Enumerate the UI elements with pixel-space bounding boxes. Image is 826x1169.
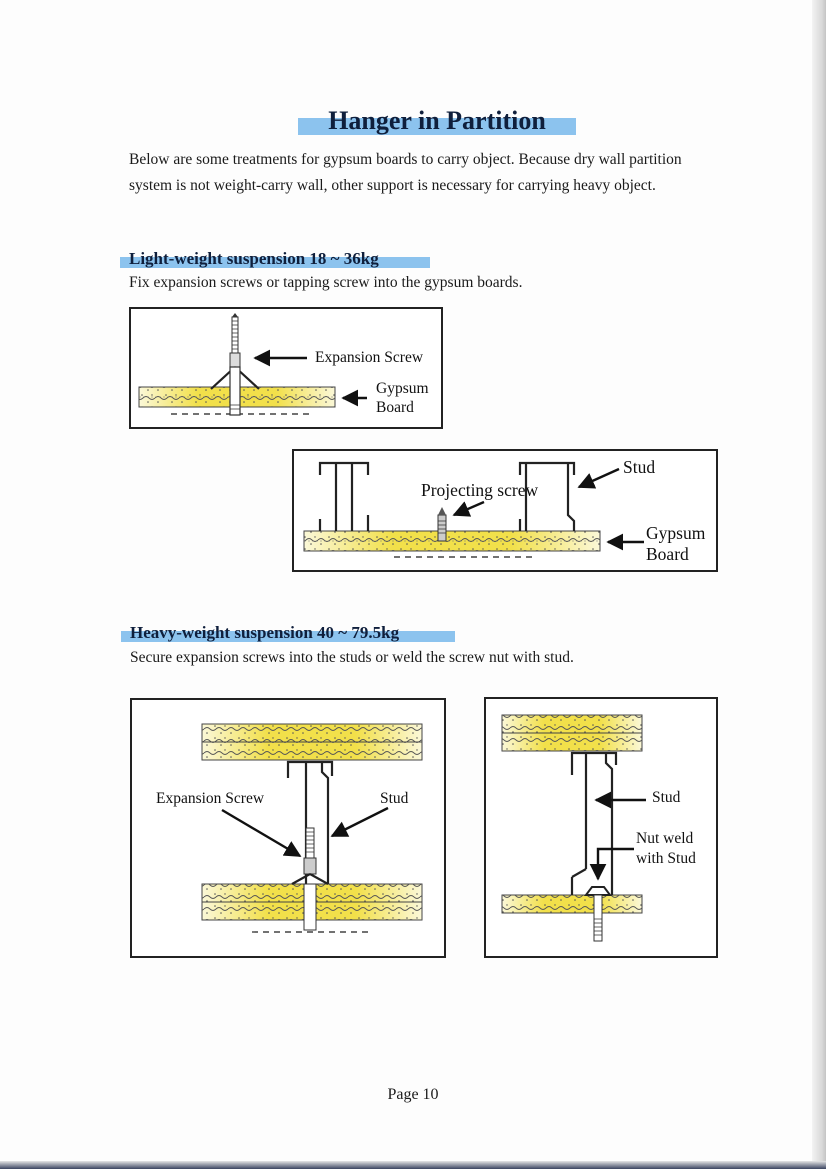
label-expansion-screw: Expansion Screw bbox=[315, 349, 424, 366]
label-stud: Stud bbox=[623, 457, 656, 477]
label-stud: Stud bbox=[652, 789, 681, 806]
label-gypsum: Gypsum bbox=[646, 523, 706, 543]
figure-projecting-screw-stud bbox=[292, 449, 718, 572]
label-board: Board bbox=[376, 399, 414, 416]
label-projecting-screw: Projecting screw bbox=[421, 480, 539, 500]
figure-3-drawing bbox=[132, 700, 444, 956]
page-edge bbox=[812, 0, 826, 1169]
label-nut-weld: Nut weld bbox=[636, 830, 694, 847]
label-with-stud: with Stud bbox=[636, 850, 696, 867]
figure-4-drawing bbox=[486, 699, 716, 956]
label-expansion-screw: Expansion Screw bbox=[156, 790, 265, 807]
label-board: Board bbox=[646, 544, 689, 564]
intro-paragraph: Below are some treatments for gypsum boards to carry object. Because dry wall partition system is not weight-carry wall, other support is necessary for carrying heavy object. bbox=[129, 151, 682, 194]
label-gypsum: Gypsum bbox=[376, 380, 429, 397]
heavy-heading: Heavy-weight suspension 40 ~ 79.5kg bbox=[130, 623, 400, 642]
heavy-description: Secure expansion screws into the studs or weld the screw nut with stud. bbox=[130, 649, 574, 666]
title-block bbox=[298, 104, 576, 136]
figure-expansion-screw-into-stud bbox=[130, 698, 446, 958]
label-stud: Stud bbox=[380, 790, 409, 807]
light-heading-block bbox=[120, 248, 430, 270]
page-title: Hanger in Partition bbox=[328, 106, 546, 135]
light-description: Fix expansion screws or tapping screw into the gypsum boards. bbox=[129, 274, 523, 291]
figure-expansion-screw-board bbox=[129, 307, 443, 429]
page-number: Page 10 bbox=[387, 1086, 439, 1103]
figure-nut-weld-with-stud bbox=[484, 697, 718, 958]
page-bottom-edge bbox=[0, 1161, 826, 1169]
light-heading: Light-weight suspension 18 ~ 36kg bbox=[129, 249, 379, 268]
heavy-heading-block bbox=[121, 622, 455, 644]
